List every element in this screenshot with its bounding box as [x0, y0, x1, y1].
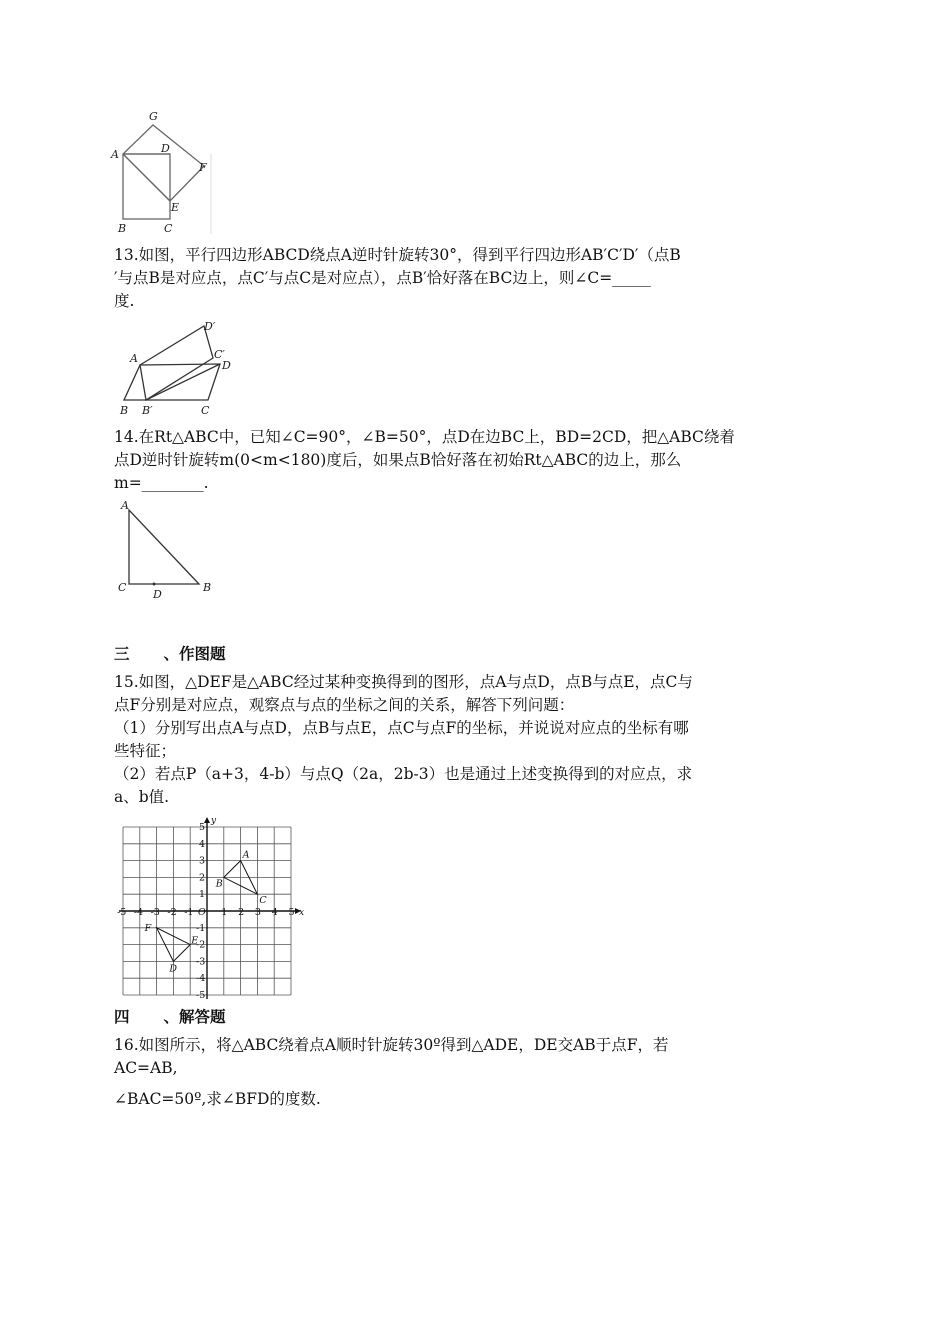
y-tick-label: 1 — [199, 889, 206, 901]
label-g: G — [149, 110, 158, 123]
point-label-d: D — [169, 963, 178, 975]
x-axis-label: x — [299, 908, 305, 918]
point-label-a: A — [242, 849, 250, 861]
x-tick-label: 5 — [288, 907, 295, 918]
label-f: F — [199, 161, 207, 174]
q13-text-3: 度. — [114, 292, 135, 310]
y-tick-label: -5 — [196, 990, 206, 1001]
point-label-e: E — [191, 935, 199, 947]
q15-text-2: 点F分别是对应点，观察点与点的坐标之间的关系，解答下列问题： — [114, 696, 575, 714]
y-tick-label: 5 — [199, 822, 206, 833]
label-d: D — [161, 142, 170, 155]
square-agfe — [123, 125, 204, 201]
label-a: A — [130, 352, 138, 365]
x-tick-label: 2 — [238, 907, 245, 918]
x-tick-label: -1 — [184, 907, 194, 918]
section-4-title: 、解答题 — [163, 1008, 226, 1026]
figure-q12 — [108, 108, 218, 236]
label-c: C — [164, 222, 173, 235]
label-b-prime: B′ — [142, 404, 153, 417]
q13-text-1: 13.如图，平行四边形ABCD绕点A逆时针旋转30°，得到平行四边形AB′C′D′（点B — [114, 246, 681, 264]
q15-text-6: a、b值. — [114, 788, 170, 806]
label-b: B — [120, 404, 129, 417]
y-tick-label: -3 — [196, 956, 206, 968]
q16-text-2: AC=AB, — [114, 1059, 178, 1077]
x-tick-label: -2 — [167, 907, 177, 918]
section-3-number: 三 — [114, 645, 130, 663]
coordinate-grid-q15 — [114, 806, 320, 1001]
q16-text-3: ∠BAC=50º,求∠BFD的度数. — [114, 1090, 321, 1108]
label-b: B — [203, 581, 212, 594]
rectangle-abcd — [123, 154, 170, 219]
y-tick-label: -1 — [196, 922, 206, 934]
q15-text-4: 些特征； — [114, 742, 177, 760]
y-tick-label: 3 — [199, 855, 206, 867]
q14-text-1: 14.在Rt△ABC中，已知∠C=90°，∠B=50°，点D在边BC上，BD=2CD，把△ABC绕着 — [114, 428, 735, 446]
section-4-number: 四 — [114, 1008, 130, 1026]
q15-text-3: （1）分别写出点A与点D，点B与点E，点C与点F的坐标，并说说对应点的坐标有哪 — [114, 719, 689, 737]
parallelogram-abcd — [124, 364, 220, 400]
q16-text-1: 16.如图所示，将△ABC绕着点A顺时针旋转30º得到△ADE，DE交AB于点F，若 — [114, 1036, 669, 1054]
parallelogram-ab'c'd' — [140, 326, 213, 400]
y-tick-label: -2 — [196, 939, 206, 951]
x-tick-label: 3 — [254, 907, 261, 918]
diagonal-ae — [123, 154, 170, 201]
point-label-b: B — [215, 878, 223, 890]
label-a: A — [121, 499, 129, 512]
q13-text-2: ′与点B是对应点，点C′与点C是对应点），点B′恰好落在BC边上，则∠C=_____ — [114, 269, 651, 287]
x-tick-label: 1 — [221, 907, 228, 918]
label-e: E — [171, 201, 180, 214]
triangle-abc — [129, 510, 199, 584]
label-c: C — [201, 404, 210, 417]
label-d: D — [222, 359, 231, 372]
label-d: D — [153, 588, 162, 601]
y-tick-label: 4 — [199, 838, 206, 850]
q14-text-3: m=________. — [114, 474, 209, 492]
x-tick-label: -4 — [133, 907, 144, 918]
label-a: A — [111, 148, 119, 161]
q15-text-1: 15.如图，△DEF是△ABC经过某种变换得到的图形，点A与点D，点B与点E，点C与 — [114, 673, 693, 691]
point-label-f: F — [144, 922, 152, 934]
y-tick-label: 2 — [199, 872, 206, 884]
point-label-c: C — [259, 895, 267, 907]
q15-text-5: （2）若点P（a+3，4-b）与点Q（2a，2b-3）也是通过上述变换得到的对应点，求 — [114, 765, 693, 783]
x-tick-label: -3 — [150, 907, 160, 918]
label-b: B — [118, 222, 127, 235]
x-tick-label: 4 — [271, 907, 278, 918]
y-axis-label: y — [211, 816, 217, 826]
figure-q14 — [114, 496, 224, 604]
label-c: C — [118, 581, 127, 594]
figure-q13 — [112, 314, 247, 419]
point-d — [153, 583, 156, 586]
x-tick-label: -5 — [117, 907, 127, 918]
label-c-prime: C′ — [214, 348, 225, 361]
section-3-heading — [114, 642, 226, 664]
section-4-heading — [114, 1005, 226, 1027]
q14-text-2: 点D逆时针旋转m(0<m<180)度后，如果点B恰好落在初始Rt△ABC的边上，那么 — [114, 451, 682, 469]
y-tick-label: -4 — [196, 973, 206, 985]
label-d-prime: D′ — [204, 320, 216, 333]
origin-label: O — [198, 907, 206, 918]
section-3-title: 、作图题 — [163, 645, 226, 663]
